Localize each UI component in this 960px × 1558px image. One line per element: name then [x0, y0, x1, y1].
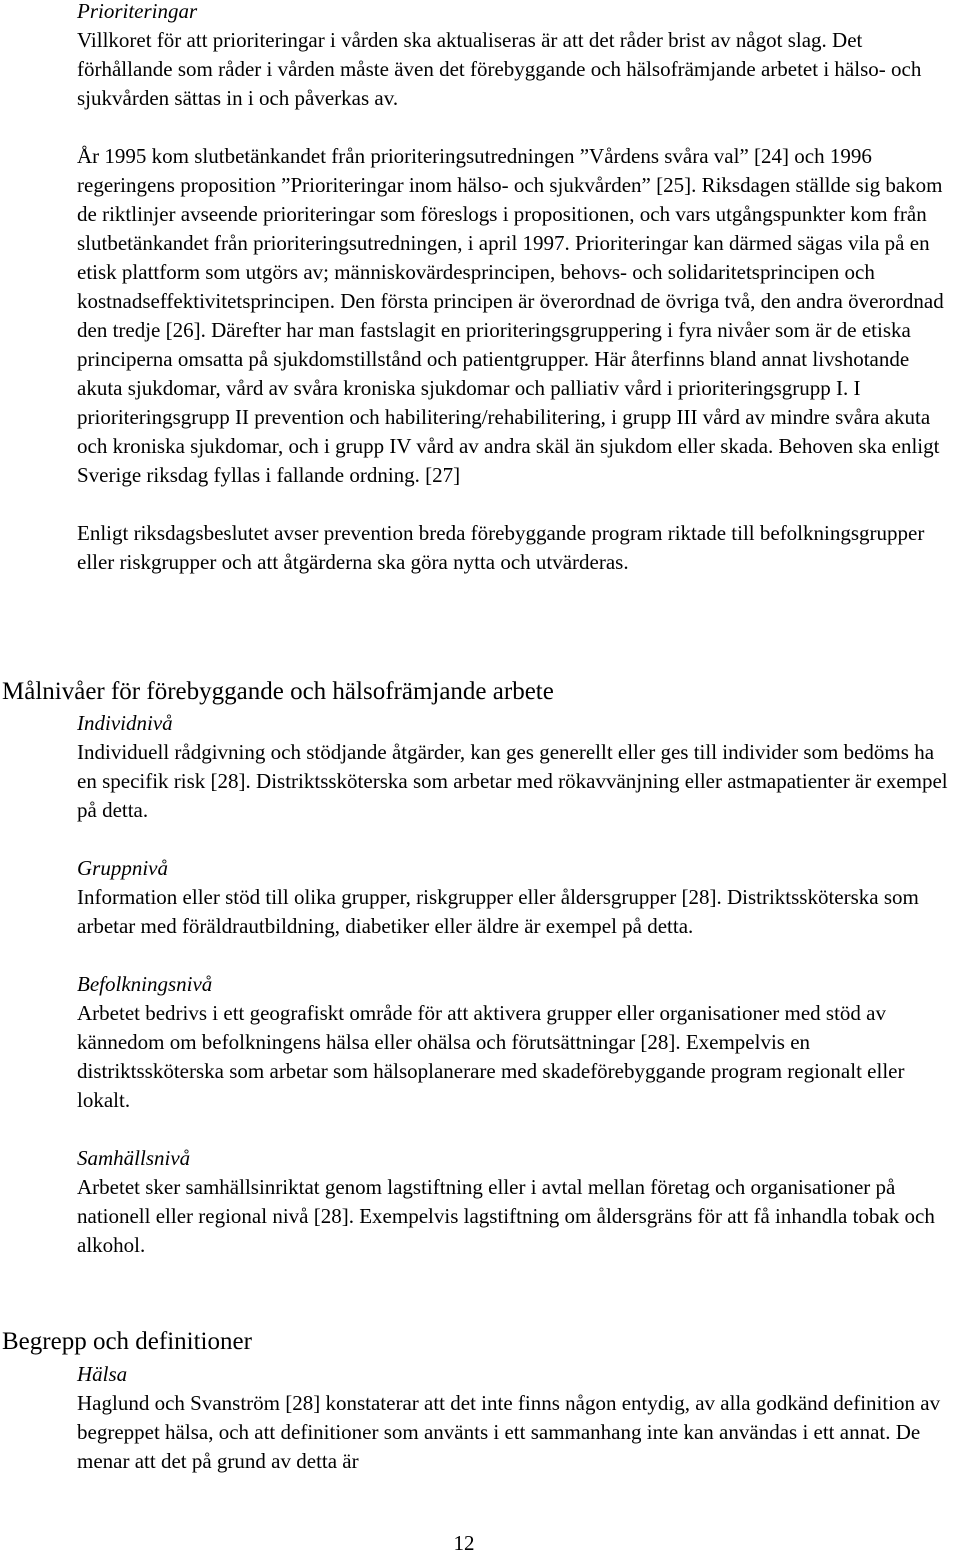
paragraph-befolkningsniva: Arbetet bedrivs i ett geografiskt område för att aktivera grupper eller organisationer med stöd av kännedom om befolkningens hälsa eller ohälsa och förutsättningar [28]. Exempelvis en distriktssköterska som arbetar som hälsoplanerare med skadeförebyggande program regionalt eller lokalt. [77, 1001, 905, 1112]
paragraph-ar-1995: År 1995 kom slutbetänkandet från prioriteringsutredningen ”Vårdens svåra val” [24] och 1996 regeringens proposition ”Prioriteringar inom hälso- och sjukvården” [25]. Riksdagen ställde sig bakom de riktlinjer avseende prioriteringar som föreslogs i propositionen, och vars utgångspunkter kom från slutbetänkandet från prioriteringsutredningen, i april 1997. Prioriteringar kan därmed sägas vila på en etisk plattform som utgörs av; människovärdesprincipen, behovs- och solidaritetsprincipen och kostnadseffektivitetsprincipen. Den första principen är överordnad de övriga två, den andra överordnad den tredje [26]. Därefter har man fastslagit en prioriteringsgruppering i fyra nivåer som är de etiska principerna omsatta på sjukdomstillstånd och patientgrupper. Här återfinns bland annat livshotande akuta sjukdomar, vård av svåra kroniska sjukdomar och palliativ vård i prioriteringsgrupp I. I prioriteringsgrupp II prevention och habilitering/rehabilitering, i grupp III vård av mindre svåra akuta och kroniska sjukdomar, och i grupp IV vård av andra skäl än sjukdom eller skada. Behoven ska enligt Sverige riksdag fyllas i fallande ordning. [27] [77, 144, 944, 487]
paragraph-halsa: Haglund och Svanström [28] konstaterar att det inte finns någon entydig, av alla godkänd definition av begreppet hälsa, och att definitioner som använts i ett sammanhang inte kan användas i ett annat. De menar att det på grund av detta är [77, 1391, 941, 1473]
subheading-samhallsniva: Samhällsnivå [77, 1146, 191, 1170]
subheading-gruppniva: Gruppnivå [77, 856, 168, 880]
page-number: 12 [453, 1531, 475, 1555]
subheading-prioriteringar: Prioriteringar [77, 0, 198, 23]
subheading-halsa: Hälsa [77, 1362, 128, 1386]
section-malnivaer [77, 709, 957, 1260]
paragraph-villkoret: Villkoret för att prioriteringar i vården ska aktualiseras är att det råder brist av något slag. Det förhållande som råder i vården måste även det förebyggande och hälsofrämjande arbetet i hälso- och sjukvården sättas in i och påverkas av. [77, 28, 922, 110]
heading-malnivaer: Målnivåer för förebyggande och hälsofrämjande arbete [2, 678, 554, 705]
paragraph-individniva: Individuell rådgivning och stödjande åtgärder, kan ges generellt eller ges till individer som bedöms ha en specifik risk [28]. Distriktssköterska som arbetar med rökavvänjning eller astmapatienter är exempel på detta. [77, 740, 948, 822]
paragraph-samhallsniva: Arbetet sker samhällsinriktat genom lagstiftning eller i avtal mellan företag och organisationer på nationell eller regional nivå [28]. Exempelvis lagstiftning om åldersgräns för att få inhandla tobak och alkohol. [77, 1175, 935, 1257]
heading-begrepp: Begrepp och definitioner [2, 1328, 252, 1355]
paragraph-riksdagsbeslutet: Enligt riksdagsbeslutet avser prevention breda förebyggande program riktade till befolkningsgrupper eller riskgrupper och att åtgärderna ska göra nytta och utvärderas. [77, 521, 925, 574]
subheading-individniva: Individnivå [77, 711, 173, 735]
section-begrepp [77, 1360, 957, 1476]
section-prioriteringar [77, 0, 957, 577]
subheading-befolkningsniva: Befolkningsnivå [77, 972, 213, 996]
paragraph-gruppniva: Information eller stöd till olika grupper, riskgrupper eller åldersgrupper [28]. Distriktssköterska som arbetar med föräldrautbildning, diabetiker eller äldre är exempel på detta. [77, 885, 919, 938]
